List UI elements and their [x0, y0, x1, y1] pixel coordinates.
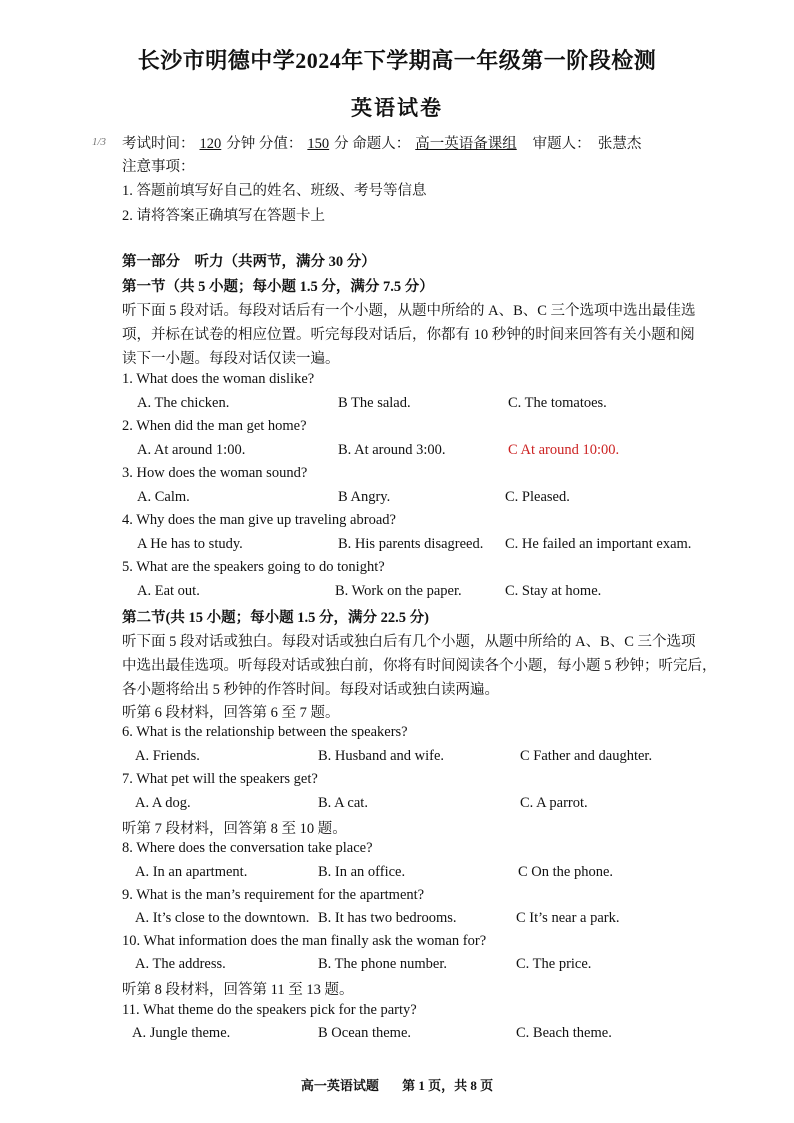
- question-7: 7. What pet will the speakers get?: [122, 771, 318, 787]
- school-title: 长沙市明德中学2024年下学期高一年级第一阶段检测: [137, 48, 657, 73]
- q3-option-a: A. Calm.: [137, 489, 190, 505]
- q7-option-c: C. A parrot.: [520, 795, 588, 811]
- author-value: 高一英语备课组: [415, 136, 517, 152]
- q10-option-c: C. The price.: [516, 956, 592, 972]
- q9-option-c: C It’s near a park.: [516, 910, 620, 926]
- q11-option-a: A. Jungle theme.: [132, 1025, 231, 1041]
- question-2: 2. When did the man get home?: [122, 418, 307, 434]
- q7-option-b: B. A cat.: [318, 795, 368, 811]
- time-value: 120: [199, 136, 222, 152]
- question-5: 5. What are the speakers going to do tonight?: [122, 559, 385, 575]
- q1-option-b: B The salad.: [338, 395, 411, 411]
- material-6-note: 听第 6 段材料，回答第 6 至 7 题。: [122, 705, 340, 721]
- q9-option-b: B. It has two bedrooms.: [318, 910, 457, 926]
- q8-option-c: C On the phone.: [518, 864, 614, 880]
- section1-instruction-line: 读下一小题。每段对话仅读一遍。: [122, 351, 340, 367]
- question-10: 10. What information does the man finally ask the woman for?: [122, 933, 487, 949]
- page-footer: [0, 1075, 794, 1094]
- question-9: 9. What is the man’s requirement for the apartment?: [122, 887, 425, 903]
- q1-option-a: A. The chicken.: [137, 395, 230, 411]
- section2-instruction-line: 各小题将给出 5 秒钟的作答时间。每段对话或独白读两遍。: [122, 682, 499, 698]
- question-4: 4. Why does the man give up traveling abroad?: [122, 512, 396, 528]
- notice-item-2: 2. 请将答案正确填写在答题卡上: [122, 208, 325, 224]
- q2-option-c: C At around 10:00.: [508, 442, 620, 458]
- q4-option-a: A He has to study.: [137, 536, 243, 552]
- q6-option-b: B. Husband and wife.: [318, 748, 445, 764]
- q2-option-a: A. At around 1:00.: [137, 442, 246, 458]
- score-label: 分值：: [258, 136, 303, 152]
- reviewer-value: 张慧杰: [597, 136, 642, 152]
- exam-info-line: [122, 132, 641, 153]
- q7-option-a: A. A dog.: [135, 795, 191, 811]
- score-unit: 分: [334, 136, 349, 152]
- question-11: 11. What theme do the speakers pick for the party?: [122, 1002, 417, 1018]
- q11-option-c: C. Beach theme.: [516, 1025, 612, 1041]
- q5-option-a: A. Eat out.: [137, 583, 200, 599]
- q6-option-c: C Father and daughter.: [520, 748, 653, 764]
- q2-option-b: B. At around 3:00.: [338, 442, 446, 458]
- material-7-note: 听第 7 段材料，回答第 8 至 10 题。: [122, 821, 347, 837]
- q3-option-b: B Angry.: [338, 489, 391, 505]
- question-1: 1. What does the woman dislike?: [122, 371, 315, 387]
- section1-instruction-line: 项，并标在试卷的相应位置。听完每段对话后，你都有 10 秒钟的时间来回答有关小题和阅: [122, 327, 695, 343]
- footer-subject: 高一英语试题: [300, 1078, 379, 1093]
- section1-instruction-line: 听下面 5 段对话。每段对话后有一个小题，从题中所给的 A、B、C 三个选项中选出最佳选: [122, 303, 696, 319]
- q8-option-a: A. In an apartment.: [135, 864, 248, 880]
- time-unit: 分钟: [226, 136, 256, 152]
- notice-item-1: 1. 答题前填写好自己的姓名、班级、考号等信息: [122, 183, 427, 199]
- question-3: 3. How does the woman sound?: [122, 465, 308, 481]
- score-value: 150: [307, 136, 330, 152]
- section1-heading: 第一节（共 5 小题；每小题 1.5 分，满分 7.5 分）: [122, 279, 434, 295]
- notice-title: 注意事项：: [122, 159, 195, 175]
- question-8: 8. Where does the conversation take place?: [122, 840, 373, 856]
- part1-heading: 第一部分 听力（共两节，满分 30 分）: [122, 254, 376, 270]
- q8-option-b: B. In an office.: [318, 864, 406, 880]
- q6-option-a: A. Friends.: [135, 748, 200, 764]
- q3-option-c: C. Pleased.: [505, 489, 570, 505]
- section2-heading: 第二节(共 15 小题；每小题 1.5 分，满分 22.5 分): [122, 610, 429, 626]
- q4-option-b: B. His parents disagreed.: [338, 536, 484, 552]
- time-label: 考试时间：: [122, 136, 195, 152]
- q4-option-c: C. He failed an important exam.: [505, 536, 692, 552]
- q9-option-a: A. It’s close to the downtown.: [135, 910, 310, 926]
- q5-option-b: B. Work on the paper.: [335, 583, 462, 599]
- question-6: 6. What is the relationship between the speakers?: [122, 724, 408, 740]
- section2-instruction-line: 听下面 5 段对话或独白。每段对话或独白后有几个小题，从题中所给的 A、B、C 三个选项: [122, 634, 696, 650]
- reviewer-label: 审题人：: [532, 136, 591, 152]
- footer-page-number: 第 1 页，共 8 页: [402, 1078, 494, 1093]
- q5-option-c: C. Stay at home.: [505, 583, 602, 599]
- section2-instruction-line: 中选出最佳选项。听每段对话或独白前，你将有时间阅读各个小题，每小题 5 秒钟；听完后，: [122, 658, 717, 674]
- q1-option-c: C. The tomatoes.: [508, 395, 607, 411]
- author-label: 命题人：: [352, 136, 411, 152]
- margin-handwritten-mark: 1/3: [92, 136, 107, 148]
- q10-option-a: A. The address.: [135, 956, 226, 972]
- paper-title: 英语试卷: [351, 96, 443, 120]
- q11-option-b: B Ocean theme.: [318, 1025, 412, 1041]
- material-8-note: 听第 8 段材料，回答第 11 至 13 题。: [122, 982, 354, 998]
- q10-option-b: B. The phone number.: [318, 956, 448, 972]
